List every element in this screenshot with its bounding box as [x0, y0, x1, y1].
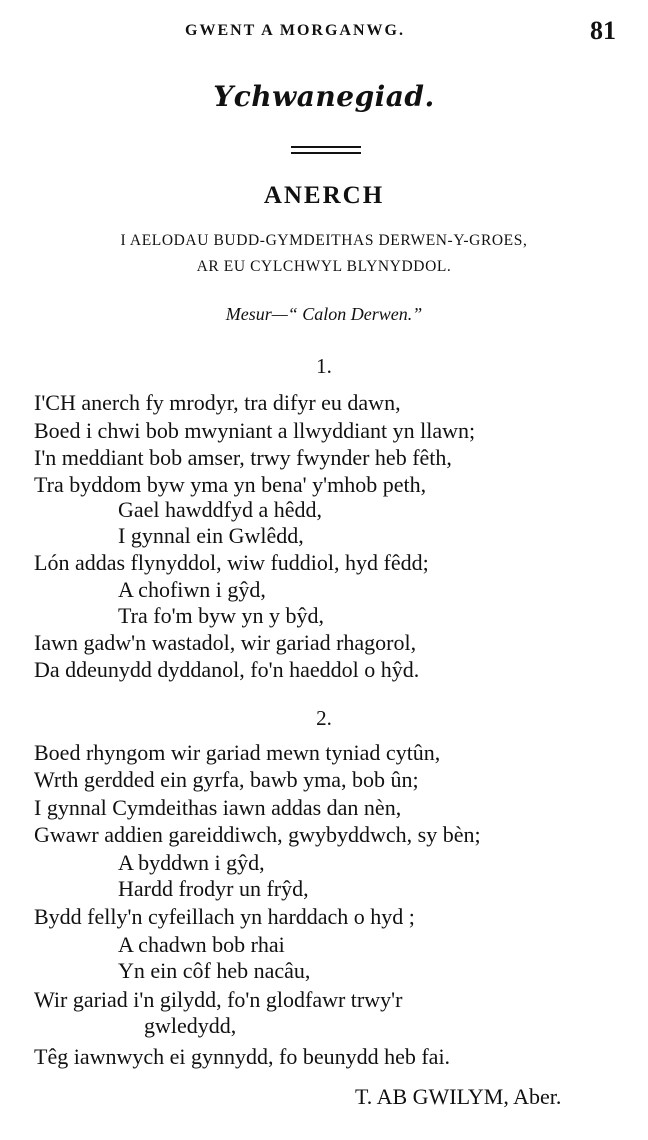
running-title: GWENT A MORGANWG.	[185, 22, 405, 39]
verse-line: Lón addas flynyddol, wiw fuddiol, hyd fêdd;	[34, 550, 429, 575]
verse-line: I gynnal Cymdeithas iawn addas dan nèn,	[34, 795, 402, 820]
page-number: 81	[590, 16, 616, 45]
verse-line: Hardd frodyr un frŷd,	[118, 876, 309, 901]
verse-line: Gael hawddfyd a hêdd,	[118, 497, 323, 522]
double-rule-top	[291, 146, 361, 148]
verse-line: Tra byddom byw yma yn bena' y'mhob peth,	[34, 472, 427, 497]
verse-line: Boed i chwi bob mwyniant a llwyddiant yn llawn;	[34, 418, 476, 443]
verse-line: A chofiwn i gŷd,	[118, 577, 266, 602]
stanza-number: 1.	[316, 354, 332, 378]
meter-line: Mesur—“ Calon Derwen.”	[225, 304, 423, 324]
running-head	[0, 16, 648, 48]
poem-subtitle-line-1: I AELODAU BUDD-GYMDEITHAS DERWEN-Y-GROES,	[120, 232, 528, 249]
verse-line: I'n meddiant bob amser, trwy fwynder heb fêth,	[34, 445, 452, 470]
verse-line: Iawn gadw'n wastadol, wir gariad rhagorol,	[34, 630, 417, 655]
verse-line: Wir gariad i'n gilydd, fo'n glodfawr trwy'r	[34, 987, 403, 1012]
author-signature: T. AB GWILYM, Aber.	[355, 1084, 562, 1109]
verse-line: I'CH anerch fy mrodyr, tra difyr eu dawn,	[34, 390, 401, 415]
poem-title: ANERCH	[263, 182, 385, 209]
verse-line: Bydd felly'n cyfeillach yn harddach o hyd ;	[34, 904, 415, 929]
verse-line: Da ddeunydd dyddanol, fo'n haeddol o hŷd.	[34, 657, 420, 682]
stanza-number: 2.	[316, 706, 332, 730]
verse-line: Yn ein côf heb nacâu,	[118, 958, 311, 983]
verse-line: Wrth gerdded ein gyrfa, bawb yma, bob ûn;	[34, 767, 419, 792]
poem-subtitle-line-2: AR EU CYLCHWYL BLYNYDDOL.	[196, 258, 452, 275]
double-rule-bottom	[291, 152, 361, 154]
verse-line: Gwawr addien gareiddiwch, gwybyddwch, sy bèn;	[34, 822, 481, 847]
verse-line: A byddwn i gŷd,	[118, 850, 265, 875]
supplement-title: Ychwanegiad.	[213, 80, 435, 113]
verse-line: Boed rhyngom wir gariad mewn tyniad cytûn,	[34, 740, 441, 765]
verse-line: I gynnal ein Gwlêdd,	[118, 523, 304, 548]
verse-line: Tra fo'm byw yn y bŷd,	[118, 603, 325, 628]
verse-line: Têg iawnwych ei gynnydd, fo beunydd heb fai.	[34, 1044, 451, 1069]
verse-line: A chadwn bob rhai	[118, 932, 285, 957]
verse-line-continuation: gwledydd,	[144, 1013, 237, 1038]
